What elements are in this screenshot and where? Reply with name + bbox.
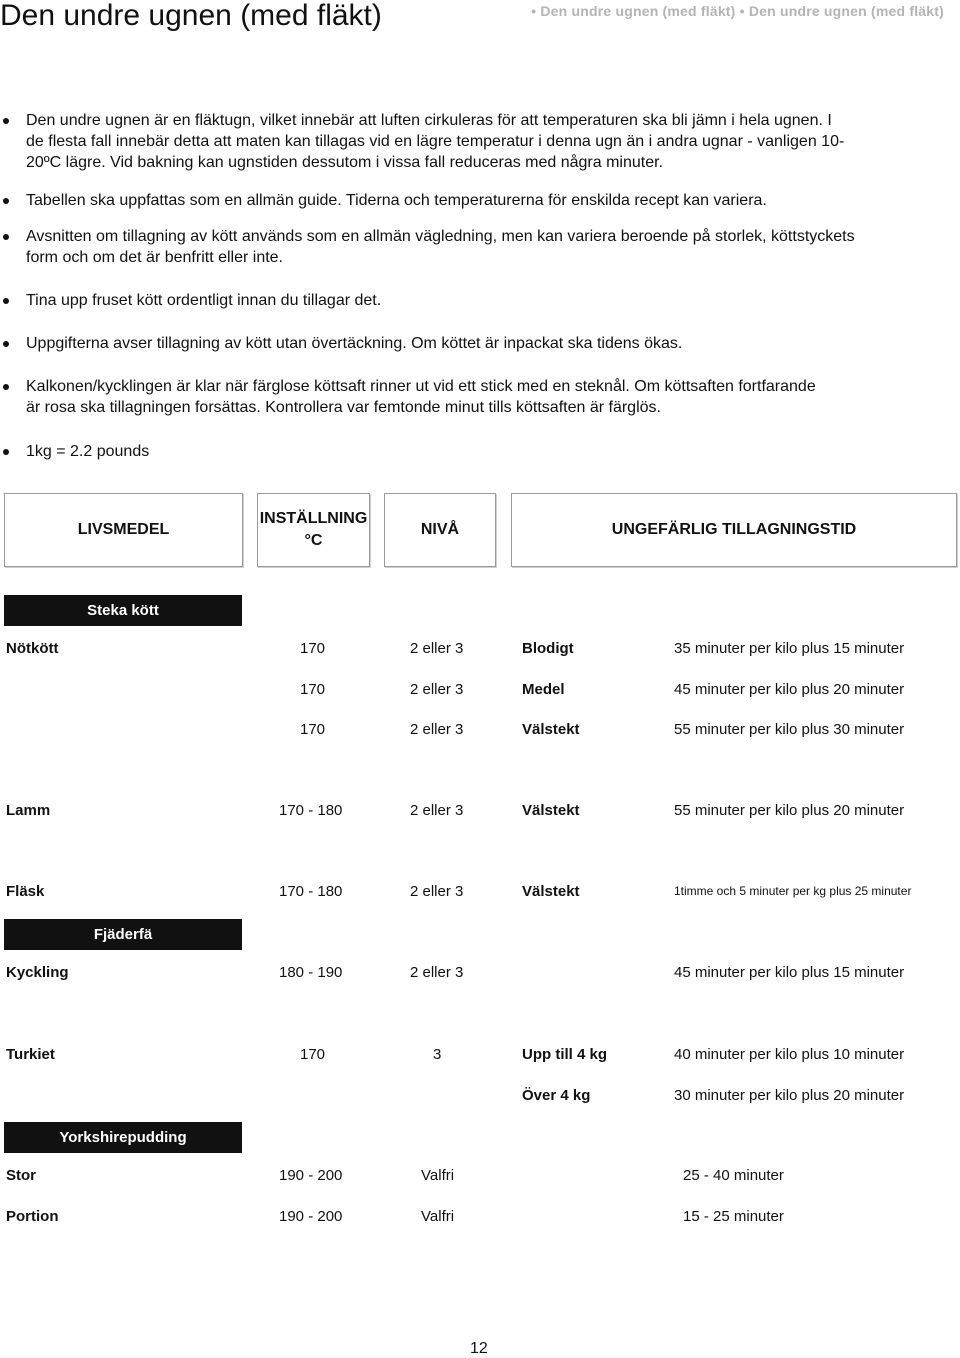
category-poultry: Fjäderfä bbox=[4, 919, 242, 950]
page-number: 12 bbox=[470, 1340, 488, 1357]
time-cell: 15 - 25 minuter bbox=[683, 1208, 784, 1225]
bullet-line: Tabellen ska uppfattas som en allmän guide. Tiderna och temperaturerna för enskilda recept kan variera. bbox=[26, 192, 767, 209]
level-cell: Valfri bbox=[421, 1208, 455, 1225]
bullet-text bbox=[26, 376, 960, 418]
bullet-line: Tina upp fruset kött ordentligt innan du tillagar det. bbox=[26, 292, 382, 309]
bullet-line: de flesta fall innebär detta att maten kan tillagas vid en lägre temperatur i denna ugn än i andra ugnar - vanligen 10- bbox=[26, 133, 845, 150]
level-cell: 2 eller 3 bbox=[410, 681, 464, 698]
header-setting-label: INSTÄLLNING bbox=[259, 510, 368, 527]
level-cell: 2 eller 3 bbox=[410, 721, 464, 738]
bullet-text bbox=[26, 190, 960, 211]
temp-cell: 170 bbox=[300, 640, 326, 657]
bullet-dot-icon bbox=[3, 298, 9, 304]
food-cell: Portion bbox=[6, 1208, 59, 1225]
bullet-line: Kalkonen/kycklingen är klar när färglose köttsaft rinner ut vid ett stick med en steknål. Om köttsaften fortfarande bbox=[26, 378, 816, 395]
food-cell: Stor bbox=[6, 1167, 36, 1184]
bullet-dot-icon bbox=[3, 234, 9, 240]
temp-cell: 190 - 200 bbox=[279, 1167, 343, 1184]
header-time bbox=[511, 493, 957, 567]
header-setting bbox=[257, 493, 370, 567]
food-cell: Fläsk bbox=[6, 883, 45, 900]
bullet-dot-icon bbox=[3, 384, 9, 390]
bullet-line: Uppgifterna avser tillagning av kött utan övertäckning. Om köttet är inpackat ska tidens ökas. bbox=[26, 335, 683, 352]
time-cell: 45 minuter per kilo plus 15 minuter bbox=[674, 964, 905, 981]
bullet-text bbox=[26, 333, 960, 354]
doneness-cell: Välstekt bbox=[522, 721, 580, 738]
time-cell: 40 minuter per kilo plus 10 minuter bbox=[674, 1046, 905, 1063]
time-cell: 55 minuter per kilo plus 30 minuter bbox=[674, 721, 905, 738]
temp-cell: 170 - 180 bbox=[279, 802, 343, 819]
bullet-line: Avsnitten om tillagning av kött används som en allmän vägledning, men kan variera beroende på storlek, köttstyckets bbox=[26, 228, 855, 245]
temp-cell: 170 bbox=[300, 721, 326, 738]
doneness-cell: Över 4 kg bbox=[522, 1087, 591, 1104]
header-running-title: • Den undre ugnen (med fläkt) • Den undre ugnen (med fläkt) bbox=[531, 3, 944, 19]
food-cell: Turkiet bbox=[6, 1046, 55, 1063]
level-cell: Valfri bbox=[421, 1167, 455, 1184]
header-setting-unit: °C bbox=[304, 532, 323, 549]
food-cell: Nötkött bbox=[6, 640, 59, 657]
time-cell: 30 minuter per kilo plus 20 minuter bbox=[674, 1087, 905, 1104]
bullet-line: 1kg = 2.2 pounds bbox=[26, 443, 150, 460]
bullet-dot-icon bbox=[3, 198, 9, 204]
doneness-cell: Blodigt bbox=[522, 640, 574, 657]
temp-cell: 170 bbox=[300, 1046, 326, 1063]
time-cell: 45 minuter per kilo plus 20 minuter bbox=[674, 681, 905, 698]
level-cell: 2 eller 3 bbox=[410, 802, 464, 819]
temp-cell: 170 - 180 bbox=[279, 883, 343, 900]
bullet-line: form och om det är benfritt eller inte. bbox=[26, 249, 283, 266]
level-cell: 2 eller 3 bbox=[410, 964, 464, 981]
bullet-line: Den undre ugnen är en fläktugn, vilket innebär att luften cirkuleras för att temperaturen ska bli jämn i hela ugnen. I bbox=[26, 112, 832, 129]
bullet-dot-icon bbox=[3, 449, 9, 455]
time-cell: 35 minuter per kilo plus 15 minuter bbox=[674, 640, 905, 657]
bullet-line: är rosa ska tillagningen forsättas. Kontrollera var femtonde minut tills köttsaften är färglös. bbox=[26, 399, 661, 416]
header-time-label: UNGEFÄRLIG TILLAGNINGSTID bbox=[611, 521, 857, 538]
header-level bbox=[384, 493, 496, 567]
time-cell: 55 minuter per kilo plus 20 minuter bbox=[674, 802, 905, 819]
bullet-text bbox=[26, 441, 960, 462]
level-cell: 2 eller 3 bbox=[410, 640, 464, 657]
category-roast-meat: Steka kött bbox=[4, 595, 242, 626]
level-cell: 3 bbox=[433, 1046, 442, 1063]
time-cell: 25 - 40 minuter bbox=[683, 1167, 784, 1184]
category-yorkshire-pudding: Yorkshirepudding bbox=[4, 1122, 242, 1153]
bullet-line: 20ºC lägre. Vid bakning kan ugnstiden dessutom i vissa fall reduceras med några minuter. bbox=[26, 154, 664, 171]
bullet-text bbox=[26, 110, 960, 173]
bullet-dot-icon bbox=[3, 341, 9, 347]
doneness-cell: Välstekt bbox=[522, 802, 580, 819]
header-level-label: NIVÅ bbox=[420, 521, 460, 538]
level-cell: 2 eller 3 bbox=[410, 883, 464, 900]
header-food bbox=[4, 493, 243, 567]
page-title: Den undre ugnen (med fläkt) bbox=[0, 0, 382, 32]
bullet-text bbox=[26, 226, 960, 268]
time-cell: 1timme och 5 minuter per kg plus 25 minuter bbox=[674, 884, 912, 898]
doneness-cell: Upp till 4 kg bbox=[522, 1046, 608, 1063]
temp-cell: 170 bbox=[300, 681, 326, 698]
temp-cell: 190 - 200 bbox=[279, 1208, 343, 1225]
doneness-cell: Medel bbox=[522, 681, 565, 698]
bullet-dot-icon bbox=[3, 118, 9, 124]
food-cell: Kyckling bbox=[6, 964, 69, 981]
food-cell: Lamm bbox=[6, 802, 51, 819]
bullet-text bbox=[26, 290, 960, 311]
doneness-cell: Välstekt bbox=[522, 883, 580, 900]
header-food-label: LIVSMEDEL bbox=[77, 521, 170, 538]
temp-cell: 180 - 190 bbox=[279, 964, 343, 981]
